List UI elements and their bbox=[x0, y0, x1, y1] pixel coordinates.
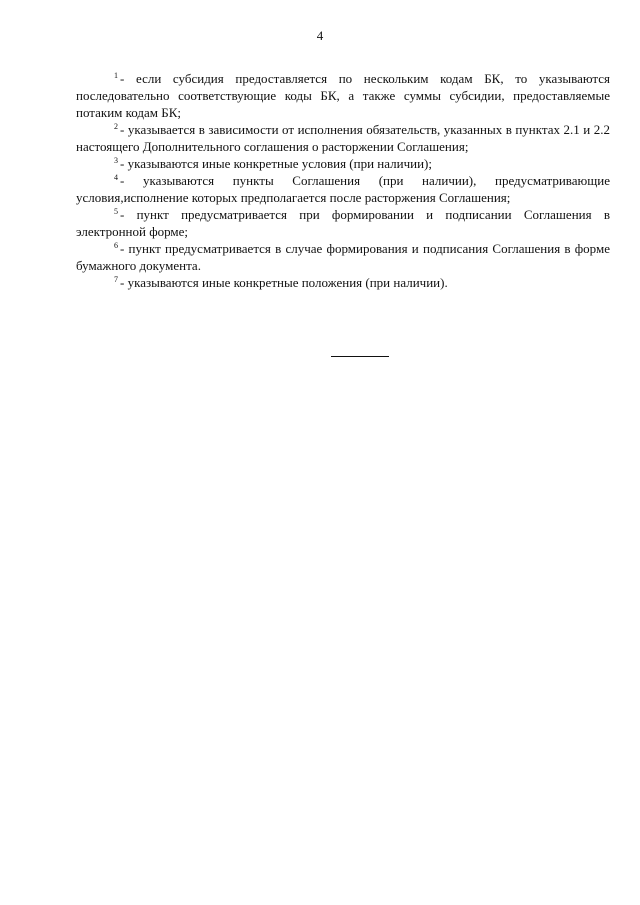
footnote-marker: 7 bbox=[114, 275, 118, 284]
footnote-6 bbox=[76, 240, 610, 274]
footnote-1 bbox=[76, 70, 610, 121]
closing-rule bbox=[331, 356, 389, 357]
footnote-marker: 2 bbox=[114, 122, 118, 131]
footnotes-list bbox=[76, 70, 610, 291]
footnote-text: - пункт предусматривается в случае формирования и подписания Соглашения в форме бумажного документа. bbox=[76, 241, 610, 273]
footnote-5 bbox=[76, 206, 610, 240]
footnote-text: - пункт предусматривается при формировании и подписании Соглашения в электронной форме; bbox=[76, 207, 610, 239]
page-number: 4 bbox=[316, 28, 324, 43]
footnote-text: - указывается в зависимости от исполнения обязательств, указанных в пунктах 2.1 и 2.2 настоящего Дополнительного соглашения о расторжении Соглашения; bbox=[76, 122, 610, 154]
footnote-marker: 5 bbox=[114, 207, 118, 216]
footnote-2 bbox=[76, 121, 610, 155]
footnote-7 bbox=[76, 274, 610, 291]
footnote-marker: 6 bbox=[114, 241, 118, 250]
footnote-text: - указываются иные конкретные условия (при наличии); bbox=[120, 156, 432, 171]
footnote-text: - указываются пункты Соглашения (при наличии), предусматривающие условия,исполнение которых предполагается после расторжения Соглашения; bbox=[76, 173, 610, 205]
footnote-text: - если субсидия предоставляется по нескольким кодам БК, то указываются последовательно соответствующие коды БК, а также суммы субсидии, предоставляемые потаким кодам БК; bbox=[76, 71, 610, 120]
footnote-marker: 4 bbox=[114, 173, 118, 182]
footnote-3 bbox=[76, 155, 610, 172]
footnote-marker: 3 bbox=[114, 156, 118, 165]
footnote-marker: 1 bbox=[114, 71, 118, 80]
footnote-4 bbox=[76, 172, 610, 206]
footnote-text: - указываются иные конкретные положения (при наличии). bbox=[120, 275, 448, 290]
